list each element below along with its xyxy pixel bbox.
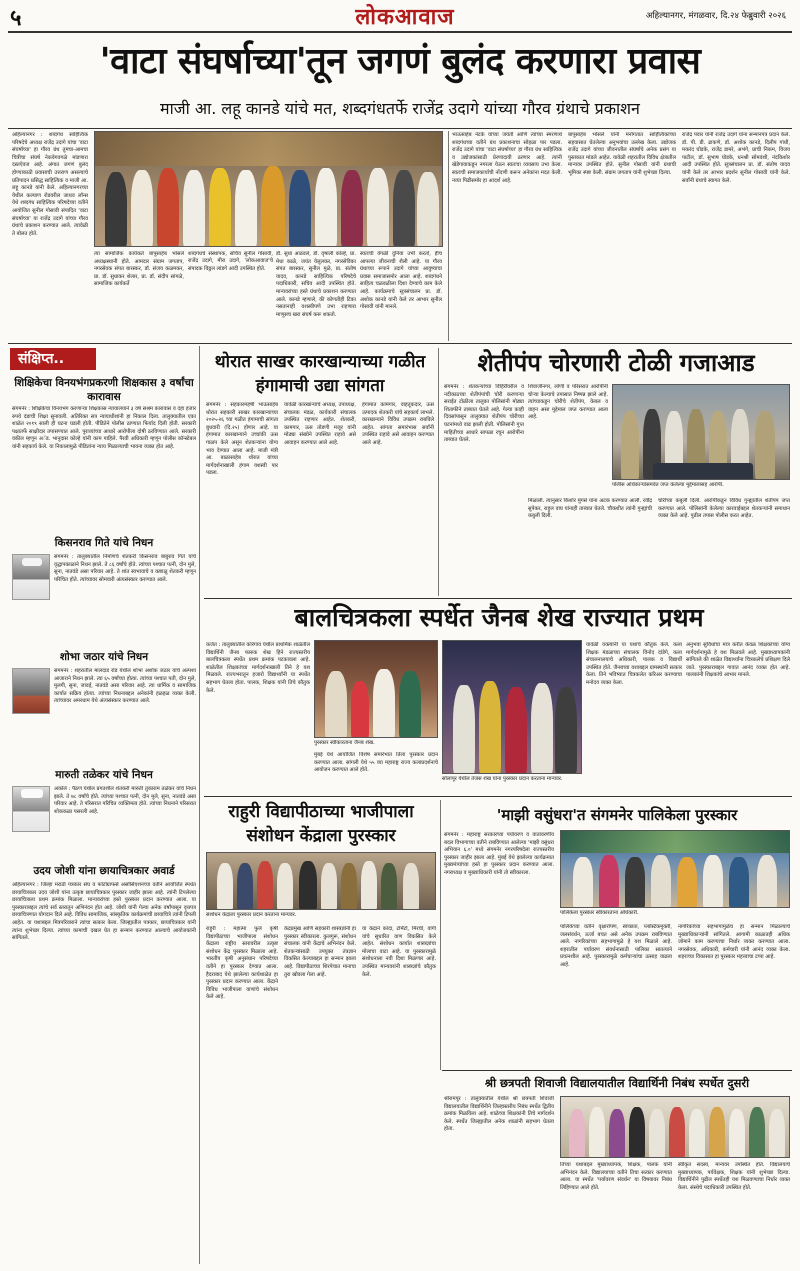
photo-person <box>393 170 415 247</box>
portrait-cap <box>21 789 43 798</box>
shivaji-photo <box>560 1096 790 1158</box>
photo-person <box>321 863 337 910</box>
photo-person <box>289 170 311 247</box>
photo-person <box>237 863 253 910</box>
stage-banner <box>95 132 443 166</box>
lead-photo <box>94 131 443 247</box>
photo-person <box>749 1107 765 1158</box>
balchitra-caption-b: सोलापूर येथील तेजस शेख यांना पुरस्कार प्रदान करताना मान्यवर. <box>442 776 563 782</box>
shetipump-photo <box>612 384 790 480</box>
lead-col-mid-a: डॉ. सुधा आठवले, डॉ. वृषाली कोल्हे, प्रा. मेधा काळे, जयंत येलुलकर, नगरसेविका संपत बारस्कर, सुनील मुळे, प्रा. संतोष यादव, कानडे साहित्यिक परिषदेचे पदाधिकारी, सचिव आदी उपस्थित होते. मान्यवरांच्या हस्ते ग्रंथाचे प्रकाशन करण्यात आले. कानडे म्हणाले, की कोणतीही टिका नसतानाही यशस्वीपणे उभा राहणारा माणूसच खरा संघर्ष करू शकतो. <box>276 251 356 318</box>
photo-person <box>589 1107 605 1158</box>
lead-col-right-b: बापूसाहेब भोसले यांनी मनोगतात साहित्यिकांच्या सहवासात घेतलेल्या अनुभवांचा उल्लेख केला. उद्योजक राजेंद्र उदागे यांच्या जीवनातील संघर्षाचे अनेक प्रसंग या पुस्तकात मांडले आहेत. यावेळी शहरातील विविध क्षेत्रातील मान्यवर उपस्थित होते. सुनील गोसावी यांनी ग्रंथाची भूमिका स्पष्ट केली. संग्राम जगताप यांनी शुभेच्छा दिल्या. <box>568 132 676 176</box>
thorat-text-c: हंगामात कामगार, वाहतूकदार, ऊस उत्पादक शेतकरी यांचे सहकार्य लाभले. कारखान्याने विविध उपक्रम राबविले आहेत. सांगता समारंभास सर्वांनी उपस्थित राहावे असे आवाहन करण्यात आले आहे. <box>362 402 434 446</box>
photo-person <box>703 855 723 908</box>
brief-item5-title: उदय जोशी यांना छायाचित्रकार अवार्ड <box>33 865 175 877</box>
photo-person <box>505 687 527 774</box>
photo-person <box>621 411 639 480</box>
lead-rule <box>8 128 792 129</box>
majhi-text-a: संगमनेर : महाराष्ट्र सरकारच्या पर्यावरण व वातावरणीय बदल विभागाच्या वतीने राबविण्यात आलेल्या 'माझी वसुंधरा अभियान ६.०' मध्ये संगमनेर नगरपरिषदेला राज्यस्तरीय पुरस्कार जाहीर झाला आहे. मुंबई येथे झालेल्या कार्यक्रमात मुख्यमंत्र्यांच्या हस्ते हा पुरस्कार प्रदान करण्यात आला. नगराध्यक्ष व मुख्याधिकारी यांनी तो स्वीकारला. <box>444 832 554 876</box>
photo-person <box>769 1109 785 1158</box>
photo-person <box>217 863 233 910</box>
masthead <box>0 0 800 30</box>
masthead-logo: लोकआवाज <box>355 5 455 30</box>
lead-col-right-c: राजेंद्र पवार यांनी राजेंद्र उदागे यांना सन्मानपत्र प्रदान केले. डॉ. पी. डी. ढाकणे, डॉ. अशोक कानडे, दिलीप गांधी, मकरंद घोडके, राजेंद्र डामरे, अभंगे, प्राची निकम, विजय पाटील, डॉ. सुभाष घोडके, धनश्री सोमवंशी, नंदकिशोर आदी उपस्थित होते. सूत्रसंचालन प्रा. डॉ. संतोष यादव यांनी केले तर आभार प्रदर्शन सुनील गोसावी यांनी केले. सर्वांनी ग्रंथाचे स्वागत केले. <box>682 132 790 184</box>
thorat-divider <box>438 348 439 596</box>
rahuri-text-c: या केंद्राने कांदा, टोमॅटो, मिरची, वांगी यांचे सुधारित वाण विकसित केले आहेत. संशोधन कार्यात शास्त्रज्ञांचा मोलाचा वाटा आहे. या पुरस्कारामुळे संशोधनाला नवी दिशा मिळणार आहे. उपस्थित मान्यवरांनी शास्त्रज्ञांचे कौतुक केले. <box>362 926 436 978</box>
rahuri-text-a: राहुरी : महात्मा फुले कृषी विद्यापीठाच्या भाजीपाला संशोधन केंद्राला राष्ट्रीय स्तरावरील उत्कृष्ट संशोधन केंद्र पुरस्कार मिळाला आहे. भारतीय कृषी अनुसंधान परिषदेच्या वतीने हा पुरस्कार देण्यात आला. हैदराबाद येथे झालेल्या कार्यशाळेत हा पुरस्कार प्रदान करण्यात आला. केंद्राने विविध भाजीपाला वाणांचे संशोधन केले आहे. <box>206 926 278 1001</box>
photo-person <box>677 857 697 908</box>
shetipump-text-d: चोरीच्या कबुली दिली. आरोपींकडून विविध गुन्ह्यांतील शेतीपंप जप्त करण्यात आले. पोलिसांनी केलेल्या कारवाईबद्दल शेतकऱ्यांनी समाधान व्यक्त केले आहे. पुढील तपास पोलीस करत आहेत. <box>658 498 790 520</box>
majhi-text-b: पालिकेच्या वतीने वृक्षारोपण, स्वच्छता, प्लास्टिकमुक्ती, जलसंवर्धन, ऊर्जा बचत असे अनेक उपक्रम राबविण्यात आले. नागरिकांच्या सहभागामुळे हे यश मिळाले आहे. शहरातील पर्यावरण संवर्धनासाठी पालिका सातत्याने प्रयत्नशील आहे. पुरस्कारामुळे कर्मचाऱ्यांचा उत्साह वाढला आहे. <box>560 924 672 968</box>
photo-person <box>531 683 553 774</box>
brief-item4-text: अकोले : पैठण येथील प्रगतशील शेतकरी मारुती तुकाराम तळेकर यांचे निधन झाले. ते ७८ वर्षांचे होते. त्यांच्या पश्चात पत्नी, दोन मुले, सुना, नातवंडे असा परिवार आहे. ते परिसरात परिचित व्यक्तिमत्व होते. त्यांच्या निधनाने परिसरात शोककळा पसरली आहे. <box>54 786 196 815</box>
shivaji-headline: श्री छत्रपती शिवाजी विद्यालयातील विद्यार्थिनी निबंध स्पर्धेत दुसरी <box>484 1076 750 1090</box>
majhi-text-c: नागरिकांच्या सहभागामुळेच हा सन्मान मिळाल्याचे मुख्याधिकाऱ्यांनी सांगितले. आगामी काळातही अधिक जोमाने काम करण्याचा निर्धार व्यक्त करण्यात आला. नगरसेवक, अधिकारी, कर्मचारी यांनी आनंद व्यक्त केला. शहराच्या विकासात हा पुरस्कार महत्त्वाचा टप्पा आहे. <box>678 924 790 961</box>
photo-person <box>381 863 397 910</box>
photo-person <box>403 863 419 910</box>
rahuri-text-b: केंद्रप्रमुख आणि सहकारी शास्त्रज्ञांनी हा पुरस्कार स्वीकारला. कुलगुरू, संशोधन संचालक यांनी केंद्राचे अभिनंदन केले. शेतकऱ्यांसाठी उपयुक्त तंत्रज्ञान विकसित केल्याबद्दल हा सन्मान झाला आहे. विद्यापीठाच्या शिरपेचात मानाचा तुरा खोवला गेला आहे. <box>284 926 356 978</box>
portrait-talekar <box>12 786 50 832</box>
rahuri-caption: संशोधन केंद्राला पुरस्कार प्रदान करताना मान्यवर. <box>206 912 297 918</box>
lead-col-right-a: भाऊसाहेब नेटके यांच्या जयंती आणि त्यांच्या स्मरणार्थ शब्दगंधच्या वतीने ग्रंथ प्रकाशनाचा सोहळा पार पडला. राजेंद्र उदागे यांचा 'वाटा संघर्षाच्या' हा गौरव ग्रंथ साहित्यिक व उद्योजकांसाठी प्रेरणादायी ठरणार आहे. त्यांनी खेडेगावाकडून नगरला येऊन स्वतःचा व्यवसाय उभा केला. स्वतःची समाजकार्याची नोंदणी करून अनेकांना मदत केली. नव्या पिढीसमोर हा आदर्श आहे. <box>452 132 562 184</box>
photo-person <box>569 1109 585 1158</box>
balchitra-caption-a: पुरस्कार स्वीकारताना जैनब शेख. <box>314 740 375 746</box>
lead-divider <box>448 131 449 341</box>
shetipump-text-c: मिळाली. त्यानुसार किशोर मुंगसे यांना अटक करण्यात आली. रवींद्र सुपेकर, राहुल वाघ यांनाही ताब्यात घेतले. चौकशीत त्यांनी गुन्ह्यांची कबुली दिली. <box>528 498 652 520</box>
photo-person <box>277 863 293 910</box>
photo-person <box>669 1107 685 1158</box>
brief-item5-text: अहिल्यानगर : जिल्हा मराठी पत्रकार संघ व फोटोग्राफर्स असोसिएशनच्या वतीने आयोजित स्पर्धेत छायाचित्रकार उदय जोशी यांना उत्कृष्ट छायाचित्रकार पुरस्कार जाहीर झाला आहे. त्यांनी टिपलेल्या छायाचित्राला प्रथम क्रमांक मिळाला. मान्यवरांच्या हस्ते पुरस्कार प्रदान करण्यात आला. या पुरस्काराबद्दल त्यांचे सर्व स्तरातून अभिनंदन होत आहे. जोशी यांनी गेल्या अनेक वर्षांपासून वृत्तपत्र छायाचित्रणात योगदान दिले आहे. विविध सामाजिक, सांस्कृतिक कार्यक्रमांची छायाचित्रे त्यांनी टिपली आहेत. या यशाबद्दल मित्रपरिवाराने त्यांचा सत्कार केला. जिल्ह्यातील पत्रकार, छायाचित्रकार यांनी त्यांना शुभेच्छा दिल्या. त्यांच्या कामाची दखल घेत हा सन्मान करण्यात आल्याचे आयोजकांनी सांगितले. <box>12 882 196 942</box>
photo-person <box>257 861 273 910</box>
lead-subhead: माजी आ. लहू कानडे यांचे मत, शब्दगंधतर्फे राजेंद्र उदागे यांच्या गौरव ग्रंथाचे प्रकाशन <box>160 99 640 118</box>
photo-person <box>361 861 377 910</box>
seized-pumps <box>653 463 753 480</box>
photo-person <box>757 855 777 908</box>
section-rule <box>204 598 792 599</box>
balchitra-headline: बालचित्रकला स्पर्धेत जैनब शेख राज्यात प्रथम <box>294 603 704 632</box>
rahuri-photo <box>206 852 436 910</box>
photo-person <box>599 855 619 908</box>
balchitra-text-b: मुंबई येथे आयोजित विशेष समारंभात तिला पुरस्कार प्रदान करण्यात आला. सांगली येथे ५५ व्या महाराष्ट्र राज्य कलाप्रदर्शनाचे आयोजन करण्यात आले होते. <box>314 752 438 774</box>
photo-person <box>367 168 389 247</box>
brief-item4-title: मारुती तळेकर यांचे निधन <box>55 769 153 781</box>
portrait-gite <box>12 554 50 600</box>
photo-person <box>209 168 231 247</box>
photo-person <box>689 1109 705 1158</box>
portrait-cap <box>22 558 42 566</box>
stage-banner <box>561 831 790 853</box>
photo-person <box>625 857 645 908</box>
photo-person <box>399 671 421 738</box>
dateline: अहिल्यानगर, मंगळवार, दि.२४ फेब्रुवारी २०२६ <box>645 11 786 21</box>
photo-person <box>373 669 395 738</box>
photo-person <box>315 168 337 247</box>
balchitra-text-c: यावेळी वक्त्यांनी या यशाचे कौतुक केले. कला शिक्षक मंडळाच्या संचालक विनोद दांडेगे, कला संचालनालयाचे अधिकारी, पालक व विद्यार्थी उपस्थित होते. जैनबच्या यशाबद्दल ग्रामस्थांनी सत्कार केला. तिने भविष्यात चित्रकलेत करिअर करण्याचा मनोदय व्यक्त केला. <box>586 642 682 686</box>
lead-col1: अहिल्यानगर : शब्दगंध साहित्यिक परिषदेचे अध्यक्ष राजेंद्र उदागे यांचा 'वाटा संघर्षाच्या' हा गौरव ग्रंथ तुमचा-आमचा चित्रीचा संघर्ष नेकवेगवगळे मांडणारा दस्तऐवज आहे. अंगात जगणं बुलंद होण्याकाठी प्रवासाची उत्तराण असल्याचे प्रतिपादन प्रसिद्ध साहित्यिक व माजी आ. लहू कानडे यांनी केले. अहिल्यानगरच्या येथील कल्याण रोडवरील जाधव लॉन्स येथे शब्दगंध साहित्यिक परिषदेच्या वतीने आयोजित सुनील गोसावी संपादित 'वाटा संघर्षाच्या' या राजेंद्र उदागे यांच्या गौरव ग्रंथाचे प्रकाशन करण्यात आले. त्यावेळी ते बोलत होते. <box>12 132 88 237</box>
thorat-text-b: यावेळी कारखान्याचे अध्यक्ष, उपाध्यक्ष, संचालक मंडळ, कार्यकारी संचालक उपस्थित राहणार आहेत. शेतकरी, कामगार, ऊस तोडणी मजूर यांनी मोठ्या संख्येने उपस्थित राहावे असे आवाहन करण्यात आले आहे. <box>284 402 356 446</box>
brief-item1-title: शिक्षिकेचा विनयभंगप्रकरणी शिक्षकास ३ वर्षांचा कारावास <box>14 377 194 403</box>
masthead-rule <box>8 31 792 33</box>
photo-person <box>235 170 257 247</box>
photo-person <box>417 172 439 247</box>
majhi-photo <box>560 830 790 908</box>
shetipump-caption: पोलीस अधिकाऱ्यांसमवेत जप्त केलेल्या मुद्देमालासह आरोपी. <box>612 482 724 488</box>
photo-person <box>299 861 317 910</box>
photo-person <box>729 857 749 908</box>
rahuri-divider <box>440 800 441 1070</box>
brief-item2-text: संगमनेर : तालुक्यातील निमोणचे शेतकरी किसनराव बाबुराव गिते यांचे वृद्धापकाळाने निधन झाले. ते ८६ वर्षांचे होते. त्यांच्या पश्चात पत्नी, दोन मुले, सुना, नातवंडे असा परिवार आहे. ते शांत स्वभावाचे व कष्टाळू शेतकरी म्हणून परिचित होते. त्यांच्यावर सोमवारी अंत्यसंस्कार करण्यात आले. <box>54 554 196 583</box>
photo-person <box>105 172 127 247</box>
balchitra-photo-a <box>314 640 438 738</box>
photo-person <box>555 687 577 774</box>
photo-person <box>183 170 205 247</box>
photo-person <box>729 1109 745 1158</box>
brief-sidebar <box>8 346 200 1264</box>
section-rule <box>442 1070 792 1071</box>
majhi-headline: 'माझी वसुंधरा'त संगमनेर पालिकेला पुरस्कार <box>496 806 738 824</box>
shivaji-text-b: तिच्या यशाबद्दल मुख्याध्यापक, शिक्षक, पालक यांनी अभिनंदन केले. विद्यालयाच्या वतीने तिचा सत्कार करण्यात आला. या स्पर्धेत 'पर्यावरण संवर्धन' या विषयावर निबंध लिहिण्यात आले होते. <box>560 1162 672 1191</box>
balchitra-text-d: अनुभवा सुविधांचा मात्र करीत केवळ शिक्षकांच्या योग्य मार्गदर्शनामुळे हे यश मिळवले आहे. मुख्याध्यापकांनी सांगितले की शाळेत विद्यार्थ्यांना चित्रकलेचे प्रशिक्षण दिले जाते. पुरस्काराबद्दल गावात आनंद व्यक्त होत आहे. पालकांनी शिक्षकांचे आभार मानले. <box>686 642 790 679</box>
balchitra-photo-b <box>442 640 582 774</box>
shetipump-text-b: शिवाजीनगर, लोणी व परिसरात आरोपींनी चोऱ्या केल्याचे तपासात निष्पन्न झाले आहे. त्यांच्याकडून चोरीचे शेतीपंप, केबल व वाहन असा मुद्देमाल जप्त करण्यात आला आहे. <box>528 384 608 421</box>
thorat-text-a: संगमनेर : सहकारमहर्षी भाऊसाहेब थोरात सहकारी साखर कारखान्याच्या २०२५-२६ च्या गळीत हंगामाची सांगता बुधवारी (दि.२५) होणार आहे. या हंगामात कारखान्याने उच्चांकी ऊस गाळप केले असून शेतकऱ्यांना योग्य भाव देण्यात आला आहे. माजी मंत्री आ. बाळासाहेब थोरात यांच्या मार्गदर्शनाखाली हंगाम यशस्वी पार पडला. <box>206 402 278 477</box>
rahuri-headline: राहुरी विद्यापीठाच्या भाजीपाला संशोधन केंद्राला पुरस्कार <box>228 802 414 846</box>
page-number: ५ <box>10 6 22 31</box>
photo-person <box>453 685 475 774</box>
lead-photo-caption: शब्दगंधचे संस्थापक, सचिव सुनील गोसावी, राजेंद्र उदागे, मीरा उदागे, 'लोकआवाज'चे संपादक विठ्ठल लांडगे आदी उपस्थित होते. <box>188 251 273 272</box>
shetipump-headline: शेतीपंप चोरणारी टोळी गजाआड <box>477 349 755 377</box>
brief-item3-text: संगमनेर : शहरातील मालदाड रोड येथील शोभा अशोक जठार यांचे अल्पशा आजाराने निधन झाले. त्या ६५ वर्षांच्या होत्या. त्यांच्या पश्चात पती, दोन मुले, मुलगी, सुना, जावई, नातवंडे असा परिवार आहे. त्या धार्मिक व सामाजिक कार्यात सक्रिय होत्या. त्यांच्या निधनाबद्दल अनेकांनी हळहळ व्यक्त केली. त्यांच्यावर अमरधाम येथे अंत्यसंस्कार करण्यात आले. <box>54 668 196 705</box>
photo-person <box>479 681 501 774</box>
photo-person <box>651 855 671 908</box>
majhi-caption: पालिकेला पुरस्कार स्वीकारताना अधिकारी. <box>560 910 639 916</box>
photo-person <box>341 170 363 247</box>
photo-person <box>573 857 593 908</box>
brief-item1-text: संगमनेर : शिक्षिकेचा विनयभंग करणाऱ्या शिक्षकास न्यायालयाने ३ वर्ष सश्रम कारावास व दहा हजार रुपये दंडाची शिक्षा सुनावली. अतिरिक्त सत्र न्यायाधीशांनी हा निकाल दिला. तालुक्यातील एका शाळेत २०१९ साली ही घटना घडली होती. पीडितेने पोलीस ठाण्यात फिर्याद दिली होती. सरकारी पक्षातर्फे साक्षीदार तपासण्यात आले. पुराव्यांच्या आधारे आरोपीला दोषी ठरविण्यात आले. सरकारी वकील म्हणून अॅड. भानुदास कोल्हे यांनी काम पाहिले. पैरवी अधिकारी म्हणून पोलीस कॉन्स्टेबल यांनी सहकार्य केले. या निकालामुळे पीडितांना न्याय मिळाल्याची भावना व्यक्त होत आहे. <box>12 406 196 450</box>
section-rule <box>204 796 792 797</box>
photo-person <box>649 1109 665 1158</box>
lead-col-mid-b: स्वतःची वेगळी दुनिया उभी करतो, हीच आपल्या जीवनाची शैली आहे. या गौरव ग्रंथाच्या रूपाने उदागे यांच्या आयुष्याचा प्रवास समाजासमोर आला आहे. शब्दगंधने साहित्य चळवळीला दिशा देण्याचे काम केले आहे. कार्यक्रमाचे सूत्रसंचालन प्रा. डॉ. अशोक कानडे यांनी केले तर आभार सुनील गोसावी यांनी मानले. <box>360 251 442 311</box>
shivaji-text-c: स्वीकृत सदस्य, मान्यवर उपस्थित होते. विद्यालयाचे मुख्याध्यापक, पर्यवेक्षक, शिक्षक यांनी शुभेच्छा दिल्या. विद्यार्थिनीने पुढील स्पर्धेतही यश मिळवण्याचा निर्धार व्यक्त केला. संस्थेचे पदाधिकारी उपस्थित होते. <box>678 1162 790 1191</box>
photo-person <box>157 168 179 247</box>
brief-item3-title: शोभा जठार यांचे निधन <box>59 651 149 663</box>
photo-person <box>341 863 357 910</box>
photo-person <box>709 1107 725 1158</box>
portrait-jathar <box>12 668 50 714</box>
balchitra-text-a: कर्जत : तालुक्यातील कोरेगाव येथील प्राथमिक शाळेतील विद्यार्थिनी जैनब फारुक शेख हिने राज्यस्तरीय बालचित्रकला स्पर्धेत प्रथम क्रमांक पटकावला आहे. शाळेतील शिक्षकांच्या मार्गदर्शनाखाली तिने हे यश मिळवले. राज्यभरातून हजारो विद्यार्थ्यांनी या स्पर्धेत सहभाग घेतला होता. पालक, शिक्षक यांनी तिचे कौतुक केले. <box>206 642 310 694</box>
photo-person <box>629 1107 645 1158</box>
shivaji-text-a: श्रीरामपूर : तालुक्यातील येथील श्री छत्रपती शिवाजी विद्यालयातील विद्यार्थिनीने जिल्हास्तरीय निबंध स्पर्धेत द्वितीय क्रमांक मिळविला आहे. शाळेच्या शिक्षकांनी तिचे मार्गदर्शन केले. स्पर्धेत जिल्ह्यातील अनेक शाळांनी सहभाग घेतला होता. <box>444 1096 554 1133</box>
lead-headline: 'वाटा संघर्षाच्या'तून जगणं बुलंद करणारा प्रवास <box>99 41 701 82</box>
photo-person <box>261 166 285 247</box>
lead-col1b: त्या सामाजिक कार्यकर्ते बापूसाहेब भोसले अध्यक्षस्थानी होते. आमदार संग्राम जगताप, नगरसेवक संपत बारस्कर, डॉ. संजय कळमकर, प्रा. डॉ. सुधाकर शेलार, प्रा. डॉ. संदीप सांगळे, सामाजिक कार्यकर्ते <box>94 251 184 288</box>
photo-person <box>351 681 369 738</box>
section-rule <box>8 343 792 344</box>
photo-person <box>325 671 347 738</box>
photo-person <box>131 170 153 247</box>
shetipump-text-a: संगमनेर : शेतकऱ्यांच्या विहिरींवरील व नदीकाठच्या शेतीपंपांची चोरी करणाऱ्या सराईत टोळीला तालुका पोलिसांनी मोठ्या शिताफीने ताब्यात घेतले आहे. गेल्या काही दिवसांपासून तालुक्यात शेतीपंप चोरीच्या घटनांमध्ये वाढ झाली होती. पोलिसांनी गुप्त माहितीच्या आधारे सापळा रचून आरोपींना ताब्यात घेतले. <box>444 384 524 444</box>
brief-item2-title: किसनराव गिते यांचे निधन <box>54 537 154 549</box>
photo-person <box>609 1109 625 1158</box>
photo-person <box>755 411 775 480</box>
brief-label: संक्षिप्त.. <box>10 348 96 370</box>
thorat-headline: थोरात साखर कारखान्याच्या गळीत हंगामाची उद्या सांगता <box>214 352 426 396</box>
